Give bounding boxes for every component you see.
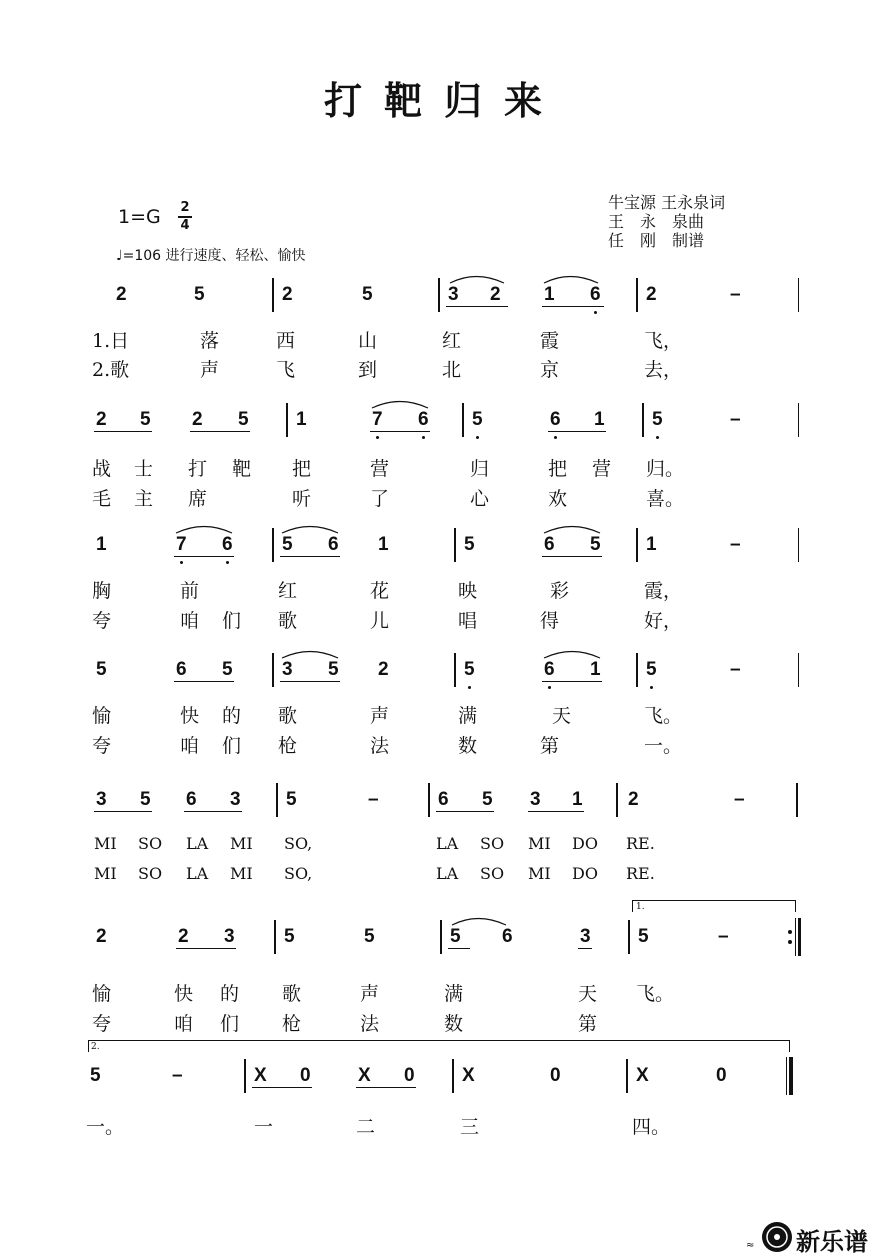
barline bbox=[286, 403, 288, 437]
lyric: 喜。 bbox=[646, 488, 685, 510]
lyric: 把 bbox=[292, 458, 312, 480]
lyric: 一 bbox=[254, 1116, 274, 1138]
watermark-site: 新乐谱 bbox=[796, 1228, 868, 1256]
lyric: 毛 bbox=[92, 488, 112, 510]
note: 1 bbox=[594, 409, 605, 430]
final-barline-thick bbox=[789, 1057, 793, 1095]
volta-1-bracket-left bbox=[632, 900, 633, 912]
lyric: 席 bbox=[188, 488, 208, 510]
low-octave-dot bbox=[548, 686, 551, 689]
time-sig-bottom: 4 bbox=[180, 218, 190, 233]
beam-underline bbox=[184, 811, 242, 812]
lyric: 京 bbox=[540, 359, 560, 381]
lyric: 飞。 bbox=[644, 705, 683, 727]
lyric: 红 bbox=[278, 580, 298, 602]
solfege: MI bbox=[94, 834, 117, 853]
volta-2-bracket-left bbox=[88, 1040, 89, 1052]
lyric: 快 bbox=[180, 705, 200, 727]
barline bbox=[272, 278, 274, 312]
beam-underline bbox=[370, 431, 430, 432]
slur-marks bbox=[448, 912, 510, 928]
slur-marks bbox=[368, 395, 432, 411]
note-dash: – bbox=[718, 926, 729, 947]
lyric: 霞 bbox=[540, 330, 560, 352]
low-octave-dot bbox=[476, 436, 479, 439]
solfege: RE. bbox=[626, 834, 655, 853]
barline bbox=[798, 528, 799, 562]
note: 2 bbox=[490, 284, 501, 305]
note: 6 bbox=[544, 659, 555, 680]
volta-2-bracket bbox=[88, 1040, 790, 1041]
lyric: 红 bbox=[442, 330, 462, 352]
low-octave-dot bbox=[226, 561, 229, 564]
solfege: DO bbox=[572, 834, 598, 853]
low-octave-dot bbox=[468, 686, 471, 689]
quarter-note-icon: ♩ bbox=[116, 248, 123, 264]
watermark-mark: ≈ bbox=[746, 1240, 755, 1251]
barline bbox=[440, 920, 442, 954]
lyric: 归。 bbox=[646, 458, 685, 480]
barline bbox=[616, 783, 618, 817]
lyric: 营 bbox=[592, 458, 612, 480]
lyric: 枪 bbox=[282, 1013, 302, 1035]
repeat-barline-thick bbox=[798, 918, 801, 956]
solfege: LA bbox=[436, 864, 459, 883]
note: 6 bbox=[438, 789, 449, 810]
barline bbox=[628, 920, 630, 954]
repeat-dot bbox=[788, 930, 792, 934]
note: 5 bbox=[194, 284, 205, 305]
volta-1-bracket-right bbox=[795, 900, 796, 912]
tempo-marking bbox=[116, 245, 306, 265]
beam-underline bbox=[542, 681, 602, 682]
note: 5 bbox=[450, 926, 461, 947]
lyric: 快 bbox=[174, 983, 194, 1005]
note: 5 bbox=[238, 409, 249, 430]
lyric: 北 bbox=[442, 359, 462, 381]
low-octave-dot bbox=[656, 436, 659, 439]
lyric: 一。 bbox=[644, 735, 683, 757]
solfege: MI bbox=[528, 864, 551, 883]
note: 5 bbox=[140, 789, 151, 810]
lyric: 映 bbox=[458, 580, 478, 602]
time-sig-top: 2 bbox=[180, 200, 190, 215]
note: 5 bbox=[286, 789, 297, 810]
rest: 0 bbox=[300, 1065, 311, 1086]
note-dash: – bbox=[730, 659, 741, 680]
note: 3 bbox=[282, 659, 293, 680]
lyric: 满 bbox=[458, 705, 478, 727]
lyric: 到 bbox=[358, 359, 378, 381]
rest: 0 bbox=[550, 1065, 561, 1086]
lyricist-credit: 牛宝源 王永泉词 bbox=[608, 193, 726, 212]
slur-marks bbox=[172, 520, 612, 536]
note: 2 bbox=[282, 284, 293, 305]
lyric: 的 bbox=[220, 983, 240, 1005]
lyric: 营 bbox=[370, 458, 390, 480]
solfege: SO bbox=[480, 834, 505, 853]
lyric: 欢 bbox=[548, 488, 568, 510]
note: 6 bbox=[550, 409, 561, 430]
lyric: 胸 bbox=[92, 580, 112, 602]
lyric: 去， bbox=[644, 359, 683, 381]
solfege: SO bbox=[138, 834, 163, 853]
note: 2 bbox=[378, 659, 389, 680]
lyric: 主 bbox=[134, 488, 154, 510]
lyric: 第 bbox=[578, 1013, 598, 1035]
lyric: 声 bbox=[360, 983, 380, 1005]
note: 3 bbox=[580, 926, 591, 947]
solfege: DO bbox=[572, 864, 598, 883]
note: 6 bbox=[544, 534, 555, 555]
note: 3 bbox=[96, 789, 107, 810]
beam-underline bbox=[436, 811, 494, 812]
lyric: 愉 bbox=[92, 983, 112, 1005]
beam-underline bbox=[548, 431, 606, 432]
note: 2 bbox=[116, 284, 127, 305]
barline bbox=[438, 278, 440, 312]
lyric: 数 bbox=[458, 735, 478, 757]
barline bbox=[272, 653, 274, 687]
key-signature: 1=G bbox=[118, 206, 161, 228]
note: 5 bbox=[222, 659, 233, 680]
lyric: 士 bbox=[134, 458, 154, 480]
note: 7 bbox=[372, 409, 383, 430]
note: 5 bbox=[590, 534, 601, 555]
lyric: 枪 bbox=[278, 735, 298, 757]
lyric: 二 bbox=[356, 1116, 376, 1138]
beam-underline bbox=[94, 431, 152, 432]
lyric: 把 bbox=[548, 458, 568, 480]
volta-2-bracket-right bbox=[789, 1040, 790, 1052]
lyric: 1.日 bbox=[92, 330, 130, 352]
lyric: 西 bbox=[276, 330, 296, 352]
rest: 0 bbox=[716, 1065, 727, 1086]
barline bbox=[276, 783, 278, 817]
barline bbox=[452, 1059, 454, 1093]
barline bbox=[462, 403, 464, 437]
note-dash: – bbox=[734, 789, 745, 810]
barline bbox=[798, 278, 799, 312]
beam-underline bbox=[578, 948, 592, 949]
solfege: MI bbox=[528, 834, 551, 853]
note: 6 bbox=[222, 534, 233, 555]
note: 5 bbox=[90, 1065, 101, 1086]
repeat-dot bbox=[788, 940, 792, 944]
beam-underline bbox=[174, 681, 234, 682]
note: 5 bbox=[652, 409, 663, 430]
lyric: 听 bbox=[292, 488, 312, 510]
beam-underline bbox=[280, 556, 340, 557]
beam-underline bbox=[528, 811, 584, 812]
lyric: 花 bbox=[370, 580, 390, 602]
time-signature bbox=[178, 201, 192, 233]
lyric: 天 bbox=[578, 983, 598, 1005]
note: 3 bbox=[224, 926, 235, 947]
note: 6 bbox=[186, 789, 197, 810]
note: 3 bbox=[230, 789, 241, 810]
lyric: 霞， bbox=[644, 580, 683, 602]
barline bbox=[428, 783, 430, 817]
beam-underline bbox=[252, 1087, 312, 1088]
note-dash: – bbox=[172, 1065, 183, 1086]
low-octave-dot bbox=[650, 686, 653, 689]
beam-underline bbox=[542, 556, 602, 557]
lyric: 歌 bbox=[282, 983, 302, 1005]
lyric: 歌 bbox=[278, 610, 298, 632]
slur-marks bbox=[446, 270, 606, 286]
note: 5 bbox=[364, 926, 375, 947]
lyric: 歌 bbox=[278, 705, 298, 727]
volta-1-bracket bbox=[632, 900, 796, 901]
lyric: 们 bbox=[222, 610, 242, 632]
note: 5 bbox=[472, 409, 483, 430]
lyric: 法 bbox=[370, 735, 390, 757]
lyric: 靶 bbox=[232, 458, 252, 480]
lyric: 夸 bbox=[92, 1013, 112, 1035]
lyric: 们 bbox=[220, 1013, 240, 1035]
solfege: SO, bbox=[284, 834, 313, 853]
note: 2 bbox=[628, 789, 639, 810]
slur-marks bbox=[278, 645, 608, 661]
lyric: 心 bbox=[470, 488, 490, 510]
barline bbox=[244, 1059, 246, 1093]
note: 5 bbox=[646, 659, 657, 680]
low-octave-dot bbox=[180, 561, 183, 564]
note: 2 bbox=[96, 926, 107, 947]
note: 3 bbox=[448, 284, 459, 305]
lyric: 打 bbox=[188, 458, 208, 480]
lyric: 的 bbox=[222, 705, 242, 727]
barline bbox=[274, 920, 276, 954]
lyric: 四。 bbox=[632, 1116, 671, 1138]
barline bbox=[636, 528, 638, 562]
note: 1 bbox=[590, 659, 601, 680]
note: 5 bbox=[284, 926, 295, 947]
rhythm-x: X bbox=[462, 1065, 475, 1086]
beam-underline bbox=[190, 431, 250, 432]
solfege: LA bbox=[186, 864, 209, 883]
lyric: 咱 bbox=[180, 610, 200, 632]
lyric: 战 bbox=[92, 458, 112, 480]
low-octave-dot bbox=[554, 436, 557, 439]
tempo-text: =106 进行速度、轻松、愉快 bbox=[122, 248, 306, 264]
note: 5 bbox=[638, 926, 649, 947]
lyric: 落 bbox=[200, 330, 220, 352]
solfege: RE. bbox=[626, 864, 655, 883]
rest: 0 bbox=[404, 1065, 415, 1086]
lyric: 飞。 bbox=[636, 983, 675, 1005]
low-octave-dot bbox=[376, 436, 379, 439]
lyric: 得 bbox=[540, 610, 560, 632]
solfege: MI bbox=[230, 864, 253, 883]
note: 1 bbox=[296, 409, 307, 430]
lyric: 咱 bbox=[180, 735, 200, 757]
beam-underline bbox=[94, 811, 152, 812]
lyric: 飞 bbox=[276, 359, 296, 381]
note-dash: – bbox=[730, 409, 741, 430]
note: 5 bbox=[464, 659, 475, 680]
lyric: 唱 bbox=[458, 610, 478, 632]
note: 1 bbox=[378, 534, 389, 555]
lyric: 愉 bbox=[92, 705, 112, 727]
composer-credit: 王 永 泉曲 bbox=[608, 212, 705, 231]
rhythm-x: X bbox=[254, 1065, 267, 1086]
beam-underline bbox=[176, 948, 236, 949]
beam-underline bbox=[446, 306, 508, 307]
solfege: SO bbox=[480, 864, 505, 883]
note: 5 bbox=[482, 789, 493, 810]
lyric: 满 bbox=[444, 983, 464, 1005]
lyric: 三 bbox=[460, 1116, 480, 1138]
note: 2 bbox=[192, 409, 203, 430]
lyric: 了 bbox=[370, 488, 390, 510]
barline bbox=[636, 653, 638, 687]
lyric: 咱 bbox=[174, 1013, 194, 1035]
note: 6 bbox=[328, 534, 339, 555]
arranger-credit: 任 刚 制谱 bbox=[608, 231, 705, 250]
lyric: 法 bbox=[360, 1013, 380, 1035]
note: 5 bbox=[464, 534, 475, 555]
final-barline-thin bbox=[786, 1057, 787, 1095]
beam-underline bbox=[448, 948, 470, 949]
repeat-barline-thin bbox=[795, 918, 796, 956]
beam-underline bbox=[280, 681, 340, 682]
rhythm-x: X bbox=[636, 1065, 649, 1086]
barline bbox=[798, 403, 799, 437]
low-octave-dot bbox=[594, 311, 597, 314]
solfege: SO bbox=[138, 864, 163, 883]
note: 1 bbox=[572, 789, 583, 810]
barline bbox=[636, 278, 638, 312]
barline bbox=[798, 653, 799, 687]
song-title: 打靶归来 bbox=[323, 78, 564, 123]
solfege: SO, bbox=[284, 864, 313, 883]
lyric: 好， bbox=[644, 610, 683, 632]
note: 1 bbox=[96, 534, 107, 555]
lyric: 天 bbox=[552, 705, 572, 727]
note: 5 bbox=[96, 659, 107, 680]
note: 1 bbox=[646, 534, 657, 555]
volta-2-label: 2. bbox=[91, 1042, 100, 1052]
note: 2 bbox=[96, 409, 107, 430]
lyric: 前 bbox=[180, 580, 200, 602]
beam-underline bbox=[356, 1087, 416, 1088]
solfege: MI bbox=[94, 864, 117, 883]
volta-1-label: 1. bbox=[636, 902, 645, 912]
lyric: 声 bbox=[200, 359, 220, 381]
note: 3 bbox=[530, 789, 541, 810]
note: 7 bbox=[176, 534, 187, 555]
note: 5 bbox=[328, 659, 339, 680]
lyric: 声 bbox=[370, 705, 390, 727]
lyric: 彩 bbox=[550, 580, 570, 602]
note: 2 bbox=[178, 926, 189, 947]
note-dash: – bbox=[730, 534, 741, 555]
lyric: 山 bbox=[358, 330, 378, 352]
barline bbox=[642, 403, 644, 437]
lyric: 儿 bbox=[370, 610, 390, 632]
solfege: MI bbox=[230, 834, 253, 853]
note: 5 bbox=[140, 409, 151, 430]
lyric: 一。 bbox=[86, 1116, 125, 1138]
low-octave-dot bbox=[422, 436, 425, 439]
lyric: 飞， bbox=[644, 330, 683, 352]
lyric: 归 bbox=[470, 458, 490, 480]
beam-underline bbox=[174, 556, 234, 557]
beam-underline bbox=[542, 306, 604, 307]
disc-logo-icon bbox=[762, 1222, 792, 1252]
note: 6 bbox=[418, 409, 429, 430]
solfege: LA bbox=[186, 834, 209, 853]
note-dash: – bbox=[730, 284, 741, 305]
note: 1 bbox=[544, 284, 555, 305]
lyric: 2.歌 bbox=[92, 359, 130, 381]
barline bbox=[626, 1059, 628, 1093]
lyric: 夸 bbox=[92, 735, 112, 757]
note: 5 bbox=[282, 534, 293, 555]
note-dash: – bbox=[368, 789, 379, 810]
note: 2 bbox=[646, 284, 657, 305]
lyric: 们 bbox=[222, 735, 242, 757]
solfege: LA bbox=[436, 834, 459, 853]
rhythm-x: X bbox=[358, 1065, 371, 1086]
note: 6 bbox=[502, 926, 513, 947]
lyric: 夸 bbox=[92, 610, 112, 632]
note: 6 bbox=[176, 659, 187, 680]
note: 5 bbox=[362, 284, 373, 305]
lyric: 数 bbox=[444, 1013, 464, 1035]
lyric: 第 bbox=[540, 735, 560, 757]
barline bbox=[796, 783, 798, 817]
note: 6 bbox=[590, 284, 601, 305]
